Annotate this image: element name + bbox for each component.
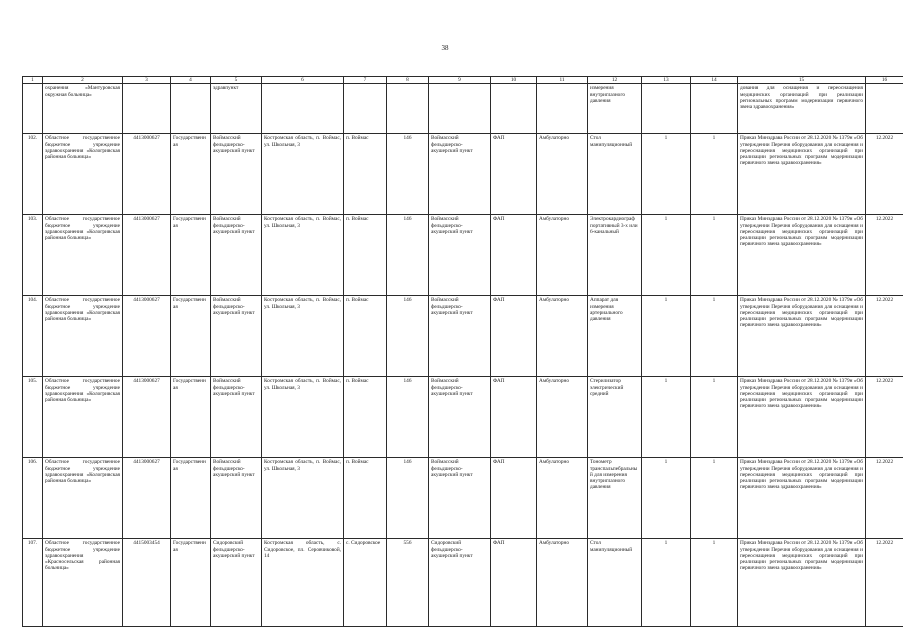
cell-organization-name: Областное государственное бюджетное учреждение здравоохранения «Красносельская районная больница» (43, 539, 123, 627)
cell-quantity-delivered: 1 (691, 134, 738, 215)
column-number-cell: 2 (43, 77, 123, 84)
cell-facility-name: Воймасский фельдшерско-акушерский пункт (211, 377, 262, 458)
cell-equipment-name: Стерилизатор электрический средний (588, 377, 642, 458)
cell-facility-type: ФАП (491, 134, 537, 215)
cell-care-conditions: Амбулаторно (537, 458, 588, 539)
column-number-cell: 11 (537, 77, 588, 84)
cell-legal-basis: Приказ Минздрава России от 28.12.2020 № 1379н «Об утверждении Перечня оборудования для оснащения и переоснащения медицинских организаций при реализации региональных программ модернизации первичного звена здравоохранения» (738, 215, 866, 296)
cell-equipment-name: измерения внутриглазного давления (588, 84, 642, 134)
cell-ownership-form (171, 84, 211, 134)
cell-inn: 4413000627 (123, 458, 171, 539)
cell-facility-name: Сидоровский фельдшерско-акушерский пункт (211, 539, 262, 627)
column-number-cell: 12 (588, 77, 642, 84)
cell-deadline (866, 84, 903, 134)
cell-equipment-name: Электрокардиограф портативный 3-х или 6-канальный (588, 215, 642, 296)
cell-quantity-delivered: 1 (691, 215, 738, 296)
column-number-cell: 16 (866, 77, 903, 84)
cell-ownership-form: Государственная (171, 377, 211, 458)
cell-ownership-form: Государственная (171, 539, 211, 627)
cell-quantity-delivered: 1 (691, 296, 738, 377)
cell-deadline: 12.2022 (866, 215, 903, 296)
cell-quantity-planned: 1 (642, 296, 691, 377)
cell-deadline: 12.2022 (866, 377, 903, 458)
cell-deadline: 12.2022 (866, 134, 903, 215)
cell-legal-basis: Приказ Минздрава России от 28.12.2020 № 1379н «Об утверждении Перечня оборудования для оснащения и переоснащения медицинских организаций при реализации региональных программ модернизации первичного звена здравоохранения» (738, 134, 866, 215)
cell-legal-basis: дования для оснащения и переоснащения медицинских организаций при реализации региональных программ модернизации первичного звена здравоохранения» (738, 84, 866, 134)
cell-row-number: 102. (23, 134, 43, 215)
cell-address: Костромская область, п. Воймас, ул. Школьная, 3 (262, 377, 344, 458)
cell-care-conditions: Амбулаторно (537, 539, 588, 627)
cell-quantity-planned: 1 (642, 458, 691, 539)
table-row (23, 377, 903, 458)
cell-facility: Воймасский фельдшерско-акушерский пункт (429, 215, 491, 296)
cell-equipment-name: Стол манипуляционный (588, 539, 642, 627)
cell-equipment-name: Аппарат для измерения артериального давления (588, 296, 642, 377)
cell-population: 146 (387, 458, 429, 539)
column-number-cell: 3 (123, 77, 171, 84)
cell-legal-basis: Приказ Минздрава России от 28.12.2020 № 1379н «Об утверждении Перечня оборудования для оснащения и переоснащения медицинских организаций при реализации региональных программ модернизации первичного звена здравоохранения» (738, 458, 866, 539)
cell-facility: Воймасский фельдшерско-акушерский пункт (429, 377, 491, 458)
cell-legal-basis: Приказ Минздрава России от 28.12.2020 № 1379н «Об утверждении Перечня оборудования для оснащения и переоснащения медицинских организаций при реализации региональных программ модернизации первичного звена здравоохранения» (738, 377, 866, 458)
cell-population: 146 (387, 377, 429, 458)
cell-row-number: 104. (23, 296, 43, 377)
cell-settlement: с. Сидоровское (344, 539, 387, 627)
cell-settlement (344, 84, 387, 134)
table-row (23, 215, 903, 296)
cell-facility-name: Воймасский фельдшерско-акушерский пункт (211, 458, 262, 539)
column-number-cell: 1 (23, 77, 43, 84)
cell-ownership-form: Государственная (171, 458, 211, 539)
cell-settlement: п. Воймас (344, 134, 387, 215)
cell-facility: Сидоровский фельдшерско-акушерский пункт (429, 539, 491, 627)
cell-facility-type: ФАП (491, 377, 537, 458)
cell-facility-type: ФАП (491, 458, 537, 539)
cell-care-conditions (537, 84, 588, 134)
cell-care-conditions: Амбулаторно (537, 215, 588, 296)
cell-ownership-form: Государственная (171, 215, 211, 296)
cell-inn: 4413000627 (123, 215, 171, 296)
cell-care-conditions: Амбулаторно (537, 134, 588, 215)
cell-facility-type: ФАП (491, 215, 537, 296)
table-row (23, 134, 903, 215)
cell-population: 146 (387, 215, 429, 296)
cell-facility: Воймасский фельдшерско-акушерский пункт (429, 134, 491, 215)
table-body (23, 77, 903, 627)
cell-legal-basis: Приказ Минздрава России от 28.12.2020 № 1379н «Об утверждении Перечня оборудования для оснащения и переоснащения медицинских организаций при реализации региональных программ модернизации первичного звена здравоохранения» (738, 539, 866, 627)
cell-quantity-planned: 1 (642, 377, 691, 458)
cell-row-number (23, 84, 43, 134)
cell-quantity-planned: 1 (642, 215, 691, 296)
column-number-row (23, 77, 903, 84)
cell-facility-name: Воймасский фельдшерско-акушерский пункт (211, 134, 262, 215)
cell-inn (123, 84, 171, 134)
cell-population (387, 84, 429, 134)
cell-care-conditions: Амбулаторно (537, 377, 588, 458)
cell-facility-name: Воймасский фельдшерско-акушерский пункт (211, 215, 262, 296)
table-row (23, 539, 903, 627)
cell-inn: 4413000627 (123, 296, 171, 377)
cell-inn: 4413000627 (123, 134, 171, 215)
cell-address: Костромская область, п. Воймас, ул. Школьная, 3 (262, 296, 344, 377)
cell-legal-basis: Приказ Минздрава России от 28.12.2020 № 1379н «Об утверждении Перечня оборудования для оснащения и переоснащения медицинских организаций при реализации региональных программ модернизации первичного звена здравоохранения» (738, 296, 866, 377)
cell-facility-type: ФАП (491, 296, 537, 377)
cell-quantity-delivered: 1 (691, 539, 738, 627)
cell-quantity-delivered: 1 (691, 377, 738, 458)
column-number-cell: 13 (642, 77, 691, 84)
cell-facility-name: здравпункт (211, 84, 262, 134)
column-number-cell: 10 (491, 77, 537, 84)
cell-deadline: 12.2022 (866, 458, 903, 539)
cell-care-conditions: Амбулаторно (537, 296, 588, 377)
column-number-cell: 15 (738, 77, 866, 84)
cell-ownership-form: Государственная (171, 296, 211, 377)
cell-quantity-delivered (691, 84, 738, 134)
cell-settlement: п. Воймас (344, 296, 387, 377)
cell-organization-name: Областное государственное бюджетное учреждение здравоохранения «Кологривская районная больница» (43, 215, 123, 296)
page-number: 38 (441, 44, 449, 52)
equipment-table (22, 76, 903, 627)
cell-row-number: 105. (23, 377, 43, 458)
column-number-cell: 14 (691, 77, 738, 84)
cell-address: Костромская область, п. Воймас, ул. Школьная, 3 (262, 215, 344, 296)
cell-facility (429, 84, 491, 134)
column-number-cell: 6 (262, 77, 344, 84)
cell-address (262, 84, 344, 134)
cell-address: Костромская область, с. Сидоровское, пл. Серовчиковой, 14 (262, 539, 344, 627)
cell-facility: Воймасский фельдшерско-акушерский пункт (429, 458, 491, 539)
cell-address: Костромская область, п. Воймас, ул. Школьная, 3 (262, 134, 344, 215)
cell-population: 556 (387, 539, 429, 627)
cell-organization-name: охранения «Мантуровская окружная больница» (43, 84, 123, 134)
cell-inn: 4415003454 (123, 539, 171, 627)
cell-settlement: п. Воймас (344, 458, 387, 539)
cell-population: 146 (387, 134, 429, 215)
cell-deadline: 12.2022 (866, 296, 903, 377)
cell-address: Костромская область, п. Воймас, ул. Школьная, 3 (262, 458, 344, 539)
column-number-cell: 5 (211, 77, 262, 84)
cell-equipment-name: Стол манипуляционный (588, 134, 642, 215)
cell-equipment-name: Тонометр транспальпебральный для измерения внутриглазного давления (588, 458, 642, 539)
cell-facility: Воймасский фельдшерско-акушерский пункт (429, 296, 491, 377)
cell-organization-name: Областное государственное бюджетное учреждение здравоохранения «Кологривская районная больница» (43, 134, 123, 215)
table-row-continued (23, 84, 903, 134)
cell-row-number: 103. (23, 215, 43, 296)
cell-organization-name: Областное государственное бюджетное учреждение здравоохранения «Кологривская районная больница» (43, 296, 123, 377)
cell-inn: 4413000627 (123, 377, 171, 458)
cell-facility-name: Воймасский фельдшерско-акушерский пункт (211, 296, 262, 377)
cell-ownership-form: Государственная (171, 134, 211, 215)
cell-quantity-planned (642, 84, 691, 134)
cell-population: 146 (387, 296, 429, 377)
cell-deadline: 12.2022 (866, 539, 903, 627)
cell-organization-name: Областное государственное бюджетное учреждение здравоохранения «Кологривская районная больница» (43, 458, 123, 539)
cell-settlement: п. Воймас (344, 377, 387, 458)
cell-row-number: 107. (23, 539, 43, 627)
cell-quantity-planned: 1 (642, 539, 691, 627)
table-row (23, 458, 903, 539)
cell-row-number: 106. (23, 458, 43, 539)
column-number-cell: 4 (171, 77, 211, 84)
column-number-cell: 8 (387, 77, 429, 84)
table-row (23, 296, 903, 377)
cell-settlement: п. Воймас (344, 215, 387, 296)
cell-facility-type: ФАП (491, 539, 537, 627)
cell-facility-type (491, 84, 537, 134)
cell-organization-name: Областное государственное бюджетное учреждение здравоохранения «Кологривская районная больница» (43, 377, 123, 458)
column-number-cell: 7 (344, 77, 387, 84)
column-number-cell: 9 (429, 77, 491, 84)
cell-quantity-delivered: 1 (691, 458, 738, 539)
cell-quantity-planned: 1 (642, 134, 691, 215)
